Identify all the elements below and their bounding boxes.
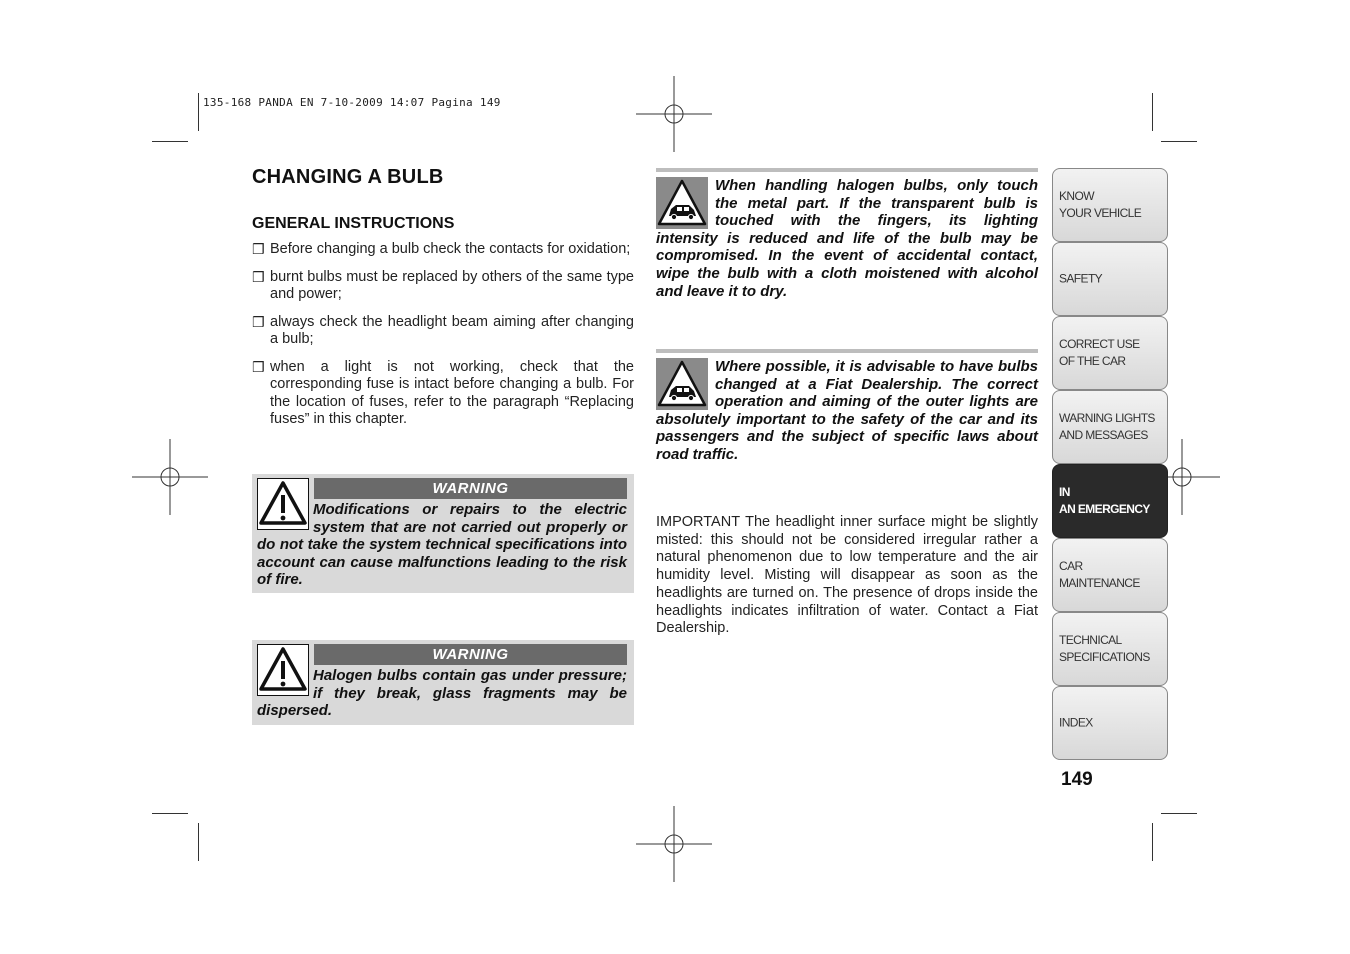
crop-mark xyxy=(1161,813,1197,814)
warning-heading: WARNING xyxy=(314,478,627,499)
tab-label: INDEX xyxy=(1059,715,1093,730)
car-caution-icon xyxy=(656,358,708,410)
list-item-text: burnt bulbs must be replaced by others of the same type and power; xyxy=(270,268,634,302)
caution-note-halogen xyxy=(656,168,1038,300)
tab-label: WARNING LIGHTS AND MESSAGES xyxy=(1059,411,1155,442)
warning-box-electric xyxy=(252,474,634,593)
warning-text: Halogen bulbs contain gas under pressure; if they break, glass fragments may be dispersed. xyxy=(257,667,627,720)
list-item xyxy=(252,359,634,429)
print-header: 135-168 PANDA EN 7-10-2009 14:07 Pagina 149 xyxy=(203,96,501,109)
tab-label: CAR MAINTENANCE xyxy=(1059,559,1140,590)
page-number: 149 xyxy=(1061,769,1093,790)
registration-mark-icon xyxy=(636,76,712,152)
tab-label: CORRECT USE OF THE CAR xyxy=(1059,337,1140,368)
crop-mark xyxy=(152,141,188,142)
list-item-text: always check the headlight beam aiming after changing a bulb; xyxy=(270,313,634,347)
bullet-box-icon: ❒ xyxy=(252,268,265,285)
tab-label: KNOW YOUR VEHICLE xyxy=(1059,189,1142,220)
crop-mark xyxy=(152,813,188,814)
tab-in-an-emergency[interactable] xyxy=(1052,464,1168,538)
crop-mark xyxy=(198,93,199,131)
section-subtitle: GENERAL INSTRUCTIONS xyxy=(252,215,455,232)
instruction-list xyxy=(252,241,634,439)
warning-triangle-icon xyxy=(257,478,309,530)
tab-label: TECHNICAL SPECIFICATIONS xyxy=(1059,633,1150,664)
warning-text: Modifications or repairs to the electric system that are not carried out properly or do not take the system technical specifications into account can cause malfunctions leading to the risk of fire. xyxy=(257,501,627,589)
list-item xyxy=(252,269,634,304)
page-title: CHANGING A BULB xyxy=(252,166,444,188)
tab-correct-use[interactable] xyxy=(1052,316,1168,390)
car-caution-icon xyxy=(656,177,708,229)
list-item-text: Before changing a bulb check the contacts for oxidation; xyxy=(270,241,631,257)
tab-technical-specifications[interactable] xyxy=(1052,612,1168,686)
crop-mark xyxy=(1152,93,1153,131)
tab-know-your-vehicle[interactable] xyxy=(1052,168,1168,242)
warning-heading: WARNING xyxy=(314,644,627,665)
crop-mark xyxy=(1161,141,1197,142)
list-item xyxy=(252,241,634,259)
bullet-box-icon: ❒ xyxy=(252,313,265,330)
tab-car-maintenance[interactable] xyxy=(1052,538,1168,612)
registration-mark-icon xyxy=(132,439,208,515)
tab-warning-lights[interactable] xyxy=(1052,390,1168,464)
list-item xyxy=(252,314,634,349)
important-note: IMPORTANT The headlight inner surface might be slightly misted: this should not be considered irregular rather a natural phenomenon due to low temperature and the air humidity level. Misting will disappear as soon as the headlights are turned on. The presence of drops inside the headlights indicates infiltration of water. Contact a Fiat Dealership. xyxy=(656,514,1038,637)
caution-note-dealership xyxy=(656,349,1038,464)
list-item-text: when a light is not working, check that the corresponding fuse is intact before changing a bulb. For the location of fuses, refer to the paragraph “Replacing fuses” in this chapter. xyxy=(270,358,634,427)
crop-mark xyxy=(1152,823,1153,861)
warning-triangle-icon xyxy=(257,644,309,696)
caution-text: When handling halogen bulbs, only touch the metal part. If the transparent bulb is touched with the fingers, its lighting intensity is reduced and life of the bulb may be compromised. In the event of accidental contact, wipe the bulb with a cloth moistened with alcohol and leave it to dry. xyxy=(656,177,1038,300)
chapter-tabs xyxy=(1052,168,1168,760)
caution-text: Where possible, it is advisable to have bulbs changed at a Fiat Dealership. The correct operation and aiming of the outer lights are absolutely important to the safety of the car and its passengers and the subject of specific laws about road traffic. xyxy=(656,358,1038,463)
tab-label: IN AN EMERGENCY xyxy=(1059,485,1150,516)
registration-mark-icon xyxy=(636,806,712,882)
crop-mark xyxy=(198,823,199,861)
bullet-box-icon: ❒ xyxy=(252,358,265,375)
tab-safety[interactable] xyxy=(1052,242,1168,316)
tab-index[interactable] xyxy=(1052,686,1168,760)
warning-box-halogen xyxy=(252,640,634,725)
bullet-box-icon: ❒ xyxy=(252,241,265,257)
tab-label: SAFETY xyxy=(1059,271,1103,286)
